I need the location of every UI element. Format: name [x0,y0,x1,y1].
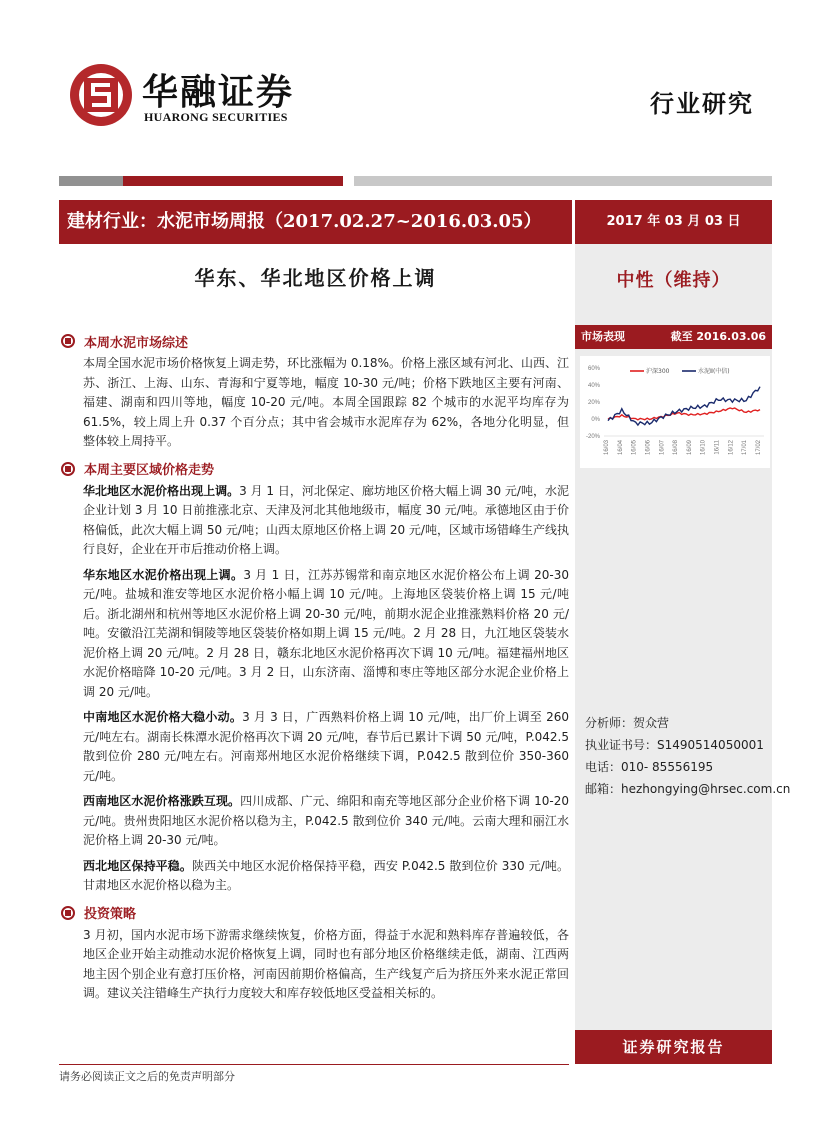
svg-text:17/01: 17/01 [742,440,749,456]
market-performance-label: 市场表现 [581,330,625,343]
report-headline: 华东、华北地区价格上调 [194,266,437,290]
section-investment-strategy [59,902,569,1004]
report-title: 建材行业：水泥市场周报（2017.02.27~2016.03.05） [59,200,572,244]
logo-chinese-name: 华融证券 [142,71,295,113]
svg-text:16/03: 16/03 [604,440,610,456]
paragraph-southwest: 西南地区水泥价格涨跌互现。四川成都、广元、绵阳和南充等地区部分企业价格下调 10-20 元/吨。贵州贵阳地区水泥价格以稳为主，P.042.5 散到位价 340 元/吨。云南大理和丽江水泥价格上调 20-30 元/吨。 [83,794,569,847]
svg-text:40%: 40% [587,383,600,389]
svg-text:16/10: 16/10 [700,440,707,456]
svg-text:16/08: 16/08 [673,440,680,456]
svg-text:16/07: 16/07 [659,440,666,456]
analyst-email[interactable]: 邮箱：hezhongying@hrsec.com.cn [585,782,791,796]
logo-english-name: HUARONG SECURITIES [144,110,288,124]
svg-text:16/05: 16/05 [631,440,638,456]
svg-text:20%: 20% [587,400,600,406]
svg-text:17/02: 17/02 [756,440,762,456]
decorative-bar-light [354,176,772,186]
svg-text:水泥Ⅱ(中信): 水泥Ⅱ(中信) [698,368,730,375]
svg-text:沪深300: 沪深300 [646,368,670,375]
section-bullet-icon [61,334,75,348]
footer-divider [59,1064,569,1065]
section-bullet-icon [61,462,75,476]
report-date: 2017 年 03 月 03 日 [575,200,772,244]
svg-text:0%: 0% [591,417,600,423]
paragraph-northwest: 西北地区保持平稳。陕西关中地区水泥价格保持平稳，西安 P.042.5 散到位价 330 元/吨。甘肃地区水泥价格以稳为主。 [83,858,569,892]
decorative-bar-red [123,176,343,186]
svg-text:16/12: 16/12 [728,440,735,456]
market-asof-date: 截至 2016.03.06 [670,330,766,343]
section-market-summary [59,330,569,452]
svg-text:-20%: -20% [585,434,600,440]
analyst-phone: 电话：010- 85556195 [585,760,714,774]
analyst-name: 分析师：贺众营 [585,716,670,730]
line-chart [580,356,770,468]
huarong-logo-icon [70,64,132,126]
svg-text:60%: 60% [587,366,600,372]
main-content [59,330,569,1010]
section-title: 本周水泥市场综述 [84,335,189,351]
section-paragraph: 3 月初，国内水泥市场下游需求继续恢复，价格方面，得益于水泥和熟料库存普遍较低，各地区企业开始主动推动水泥价格恢复上调，同时也有部分地区价格继续走低，湖南、江西两地主因个别企业有意打压价格，河南因前期价格偏高，生产线复产后为挤压外来水泥正常回调。建议关注错峰生产执行力度较大和库存较低地区受益相关标的。 [83,927,569,1000]
disclaimer-note: 请务必阅读正文之后的免责声明部分 [59,1070,235,1083]
svg-text:16/09: 16/09 [686,440,693,456]
company-logo [62,60,302,130]
report-category-footer: 证券研究报告 [575,1030,772,1064]
paragraph-north-china: 华北地区水泥价格出现上调。3 月 1 日，河北保定、廊坊地区价格大幅上调 30 元/吨，水泥企业计划 3 月 10 日前推涨北京、天津及河北其他地级市，幅度 30 元/吨。承德地区由于价格偏低，此次大幅上调 50 元/吨；山西太原地区价格上调 20 元/吨，区域市场错峰生产线执行良好，企业在开市后推动价格上调。 [83,483,569,556]
section-title: 本周主要区域价格走势 [84,463,215,478]
decorative-bar-gray [59,176,123,186]
paragraph-central-south: 中南地区水泥价格大稳小动。3 月 3 日，广西熟料价格上调 10 元/吨，出厂价上调至 260 元/吨左右。湖南长株潭水泥价格再次下调 20 元/吨，春节后已累计下调 50 元/吨，P.042.5 散到位价 280 元/吨左右。河南郑州地区水泥价格继续下调，P.042.5 散到位价 350-360 元/吨。 [83,710,569,783]
svg-text:16/11: 16/11 [714,440,721,455]
market-performance-header [575,325,772,349]
chart-series-line [608,387,760,425]
analyst-license: 执业证书号：S1490514050001 [585,738,764,752]
section-paragraph: 本周全国水泥市场价格恢复上调走势，环比涨幅为 0.18%。价格上涨区域有河北、山西、江苏、浙江、上海、山东、青海和宁夏等地，幅度 10-30 元/吨；价格下跌地区主要有河南、福建、湖南和四川等地，幅度 10-20 元/吨。本周全国跟踪 82 个城市的水泥平均库存为 61.5%，较上周上升 0.37 个百分点；其中省会城市水泥库存为 62%，各地分化明显，但整体较上周持平。 [83,356,569,448]
rating-label: 中性（维持） [616,270,731,291]
market-performance-chart [580,356,770,468]
svg-text:16/04: 16/04 [617,440,624,456]
section-regional-prices [59,458,569,896]
section-bullet-icon [61,906,75,920]
svg-text:16/06: 16/06 [645,440,652,456]
paragraph-east-china: 华东地区水泥价格出现上调。3 月 1 日，江苏苏锡常和南京地区水泥价格公布上调 20-30 元/吨。盐城和淮安等地区水泥价格小幅上调 10 元/吨。上海地区袋装价格上调 15 元/吨后。浙北湖州和杭州等地区水泥价格上调 20-30 元/吨，前期水泥企业推涨熟料价格 20 元/吨。安徽沿江芜湖和铜陵等地区袋装价格如期上调 15 元/吨。2 月 28 日，九江地区袋装水泥价格上调 20 元/吨。2 月 28 日，赣东北地区水泥价格再次下调 10 元/吨。福建福州地区水泥价格暗降 10-20 元/吨。3 月 2 日，山东济南、淄博和枣庄等地区部分水泥企业价格上调 20 元/吨。 [83,567,569,699]
report-type-label: 行业研究 [650,89,754,118]
analyst-info [585,712,791,800]
section-title: 投资策略 [84,907,137,922]
